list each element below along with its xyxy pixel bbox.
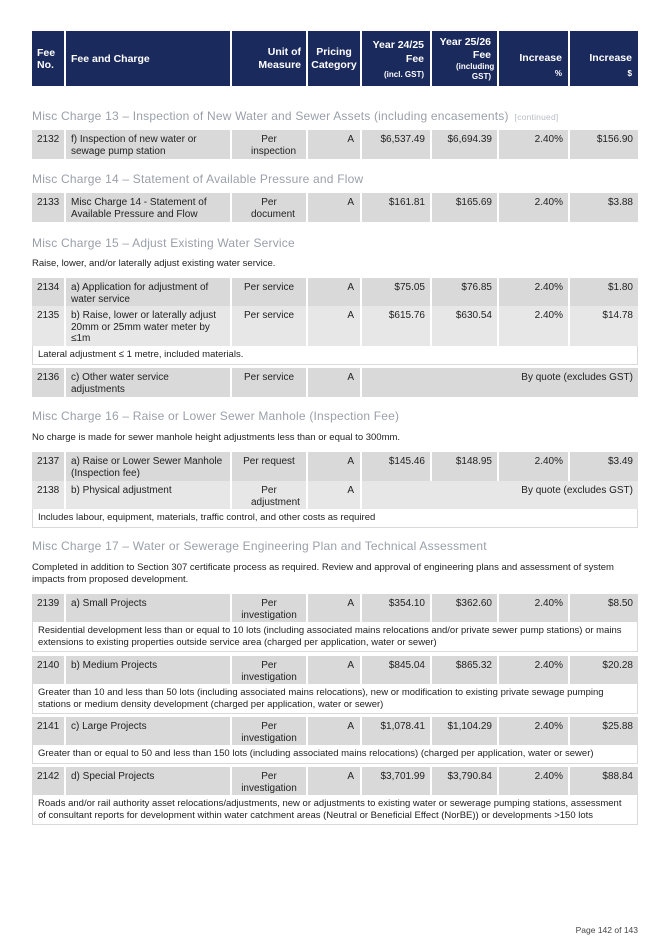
unit-of-measure	[232, 594, 308, 623]
section-heading-15: Misc Charge 15 – Adjust Existing Water Service	[32, 236, 295, 250]
fee-2526: $1,104.29	[432, 717, 499, 746]
unit-of-measure: Per service	[232, 306, 308, 347]
header-fee-2526-sub: (including GST)	[456, 61, 495, 81]
increase-pct: 2.40%	[499, 452, 570, 481]
unit-of-measure: Per service	[232, 368, 308, 397]
unit-of-measure	[232, 717, 308, 746]
header-fee-2425-sub: (incl. GST)	[384, 70, 424, 79]
row-2135-note: Lateral adjustment ≤ 1 metre, included materials.	[32, 346, 638, 365]
unit-of-measure	[232, 767, 308, 796]
header-increase-pct	[499, 31, 570, 86]
table-row-2134	[32, 278, 638, 307]
header-increase-pct-sub: %	[554, 69, 562, 78]
fee-2425: $3,701.99	[362, 767, 432, 796]
by-quote: By quote (excludes GST)	[362, 481, 638, 510]
increase-pct: 2.40%	[499, 130, 570, 159]
header-fee-no	[32, 31, 66, 86]
page-number: Page 142 of 143	[575, 925, 638, 935]
table-row-2137	[32, 452, 638, 481]
fee-no: 2142	[32, 767, 66, 796]
pricing-category: A	[308, 278, 362, 307]
header-fee-2526-fee: Fee	[472, 48, 491, 61]
increase-pct: 2.40%	[499, 656, 570, 685]
fee-no: 2139	[32, 594, 66, 623]
pricing-category: A	[308, 452, 362, 481]
fee-2526: $76.85	[432, 278, 499, 307]
fee-no: 2132	[32, 130, 66, 159]
header-pricing-label: Pricing Category	[311, 45, 357, 71]
header-pricing	[308, 31, 362, 86]
increase-pct: 2.40%	[499, 278, 570, 307]
fee-2425: $75.05	[362, 278, 432, 307]
row-2139-note: Residential development less than or equal to 10 lots (including associated mains relocations and/or private sewer pump stations) or mains extensions to existing properties outside service area (charged per application, water or sewer)	[32, 622, 638, 652]
fee-2425: $1,078.41	[362, 717, 432, 746]
fee-description: a) Application for adjustment of water service	[66, 278, 232, 307]
header-unit	[232, 31, 308, 86]
continued-label: [continued]	[514, 112, 559, 122]
fee-2526: $865.32	[432, 656, 499, 685]
header-fee-2425-fee: Fee	[405, 53, 424, 65]
increase-pct: 2.40%	[499, 767, 570, 796]
increase-dollar: $3.88	[570, 193, 638, 222]
fee-2425: $354.10	[362, 594, 432, 623]
fee-description: a) Raise or Lower Sewer Manhole (Inspection fee)	[66, 452, 232, 481]
increase-dollar: $1.80	[570, 278, 638, 307]
section-heading-13-text: Misc Charge 13 – Inspection of New Water and Sewer Assets (including encasements)	[32, 109, 509, 123]
increase-dollar: $8.50	[570, 594, 638, 623]
header-increase-dollar-sub: $	[627, 69, 632, 78]
header-fee-charge	[66, 31, 232, 86]
pricing-category: A	[308, 594, 362, 623]
pricing-category: A	[308, 656, 362, 685]
fee-no: 2134	[32, 278, 66, 307]
increase-pct: 2.40%	[499, 193, 570, 222]
pricing-category: A	[308, 767, 362, 796]
row-2138-note: Includes labour, equipment, materials, traffic control, and other costs as required	[32, 509, 638, 528]
increase-dollar: $25.88	[570, 717, 638, 746]
increase-dollar: $14.78	[570, 306, 638, 347]
table-row-2135	[32, 306, 638, 347]
header-fee-charge-label: Fee and Charge	[71, 52, 150, 65]
section-heading-14: Misc Charge 14 – Statement of Available Pressure and Flow	[32, 172, 364, 186]
header-fee-2425-year: Year 24/25	[372, 39, 424, 51]
header-unit-label: Unit of Measure	[258, 45, 301, 71]
fee-2526: $6,694.39	[432, 130, 499, 159]
header-increase-dollar-label: Increase	[589, 52, 632, 64]
increase-pct: 2.40%	[499, 717, 570, 746]
table-row-2132	[32, 130, 638, 159]
pricing-category: A	[308, 193, 362, 222]
pricing-category: A	[308, 368, 362, 397]
section-heading-13	[32, 109, 558, 123]
unit-text: Per adjustment	[251, 485, 300, 508]
fee-2425: $161.81	[362, 193, 432, 222]
fee-no: 2140	[32, 656, 66, 685]
fee-2526: $148.95	[432, 452, 499, 481]
increase-dollar: $3.49	[570, 452, 638, 481]
fee-2526: $362.60	[432, 594, 499, 623]
fee-2425: $845.04	[362, 656, 432, 685]
fee-description: b) Raise, lower or laterally adjust 20mm or 25mm water meter by ≤1m	[66, 306, 232, 347]
header-fee-2425	[362, 31, 432, 86]
table-row-2136	[32, 368, 638, 397]
increase-dollar: $20.28	[570, 656, 638, 685]
unit-text: Per investigation	[241, 721, 297, 744]
unit-text: Per investigation	[241, 660, 297, 683]
fee-no: 2137	[32, 452, 66, 481]
table-row-2133	[32, 193, 638, 222]
unit-text: Per investigation	[241, 771, 297, 794]
increase-pct: 2.40%	[499, 306, 570, 347]
unit-of-measure: Per service	[232, 278, 308, 307]
section-15-note: Raise, lower, and/or laterally adjust existing water service.	[32, 258, 276, 269]
unit-of-measure: Per request	[232, 452, 308, 481]
table-row-2138	[32, 481, 638, 510]
fee-no: 2138	[32, 481, 66, 510]
unit-text: Per investigation	[241, 598, 297, 621]
header-fee-2526-year: Year 25/26	[439, 35, 491, 48]
fee-description: f) Inspection of new water or sewage pump station	[66, 130, 232, 159]
fee-no: 2141	[32, 717, 66, 746]
unit-of-measure	[232, 193, 308, 222]
fee-2526: $630.54	[432, 306, 499, 347]
row-2142-note: Roads and/or rail authority asset relocations/adjustments, new or adjustments to existing water or sewerage pumping stations, assessment of consultant reports for development within water catchment areas (Neutral or Beneficial Effect (NorBE)) or developments >150 lots	[32, 795, 638, 825]
header-fee-2526	[432, 31, 499, 86]
header-increase-pct-label: Increase	[519, 52, 562, 64]
unit-of-measure	[232, 130, 308, 159]
fee-no: 2135	[32, 306, 66, 347]
fee-description: Misc Charge 14 - Statement of Available Pressure and Flow	[66, 193, 232, 222]
fee-2526: $3,790.84	[432, 767, 499, 796]
fee-2425: $6,537.49	[362, 130, 432, 159]
section-17-note: Completed in addition to Section 307 certificate process as required. Review and approval of engineering plans and assessment of system impacts from proposed development.	[32, 562, 614, 585]
pricing-category: A	[308, 306, 362, 347]
unit-of-measure	[232, 656, 308, 685]
row-2140-note: Greater than 10 and less than 50 lots (including associated mains relocations), new or modification to existing private sewage pumping stations or medium density development (charged per application, water or sewer)	[32, 684, 638, 714]
fee-2425: $145.46	[362, 452, 432, 481]
section-heading-16: Misc Charge 16 – Raise or Lower Sewer Manhole (Inspection Fee)	[32, 409, 400, 423]
section-16-note: No charge is made for sewer manhole height adjustments less than or equal to 300mm.	[32, 432, 401, 443]
by-quote: By quote (excludes GST)	[362, 368, 638, 397]
table-row-2139	[32, 594, 638, 623]
section-heading-17: Misc Charge 17 – Water or Sewerage Engineering Plan and Technical Assessment	[32, 539, 487, 553]
unit-text: Per inspection	[251, 134, 297, 157]
header-increase-dollar	[570, 31, 638, 86]
fee-description: b) Physical adjustment	[66, 481, 232, 510]
header-fee-no-label: Fee No.	[37, 46, 56, 71]
fee-2526: $165.69	[432, 193, 499, 222]
fee-description: a) Small Projects	[66, 594, 232, 623]
increase-dollar: $88.84	[570, 767, 638, 796]
increase-dollar: $156.90	[570, 130, 638, 159]
fee-no: 2136	[32, 368, 66, 397]
fee-description: b) Medium Projects	[66, 656, 232, 685]
fee-description: c) Large Projects	[66, 717, 232, 746]
table-header	[32, 31, 638, 86]
pricing-category: A	[308, 481, 362, 510]
pricing-category: A	[308, 717, 362, 746]
unit-of-measure	[232, 481, 308, 510]
row-2141-note: Greater than or equal to 50 and less than 150 lots (including associated mains relocations) (charged per application, water or sewer)	[32, 745, 638, 764]
fee-2425: $615.76	[362, 306, 432, 347]
fee-description: c) Other water service adjustments	[66, 368, 232, 397]
increase-pct: 2.40%	[499, 594, 570, 623]
fee-no: 2133	[32, 193, 66, 222]
table-row-2140	[32, 656, 638, 685]
pricing-category: A	[308, 130, 362, 159]
table-row-2141	[32, 717, 638, 746]
table-row-2142	[32, 767, 638, 796]
unit-text: Per document	[251, 197, 295, 220]
fee-description: d) Special Projects	[66, 767, 232, 796]
